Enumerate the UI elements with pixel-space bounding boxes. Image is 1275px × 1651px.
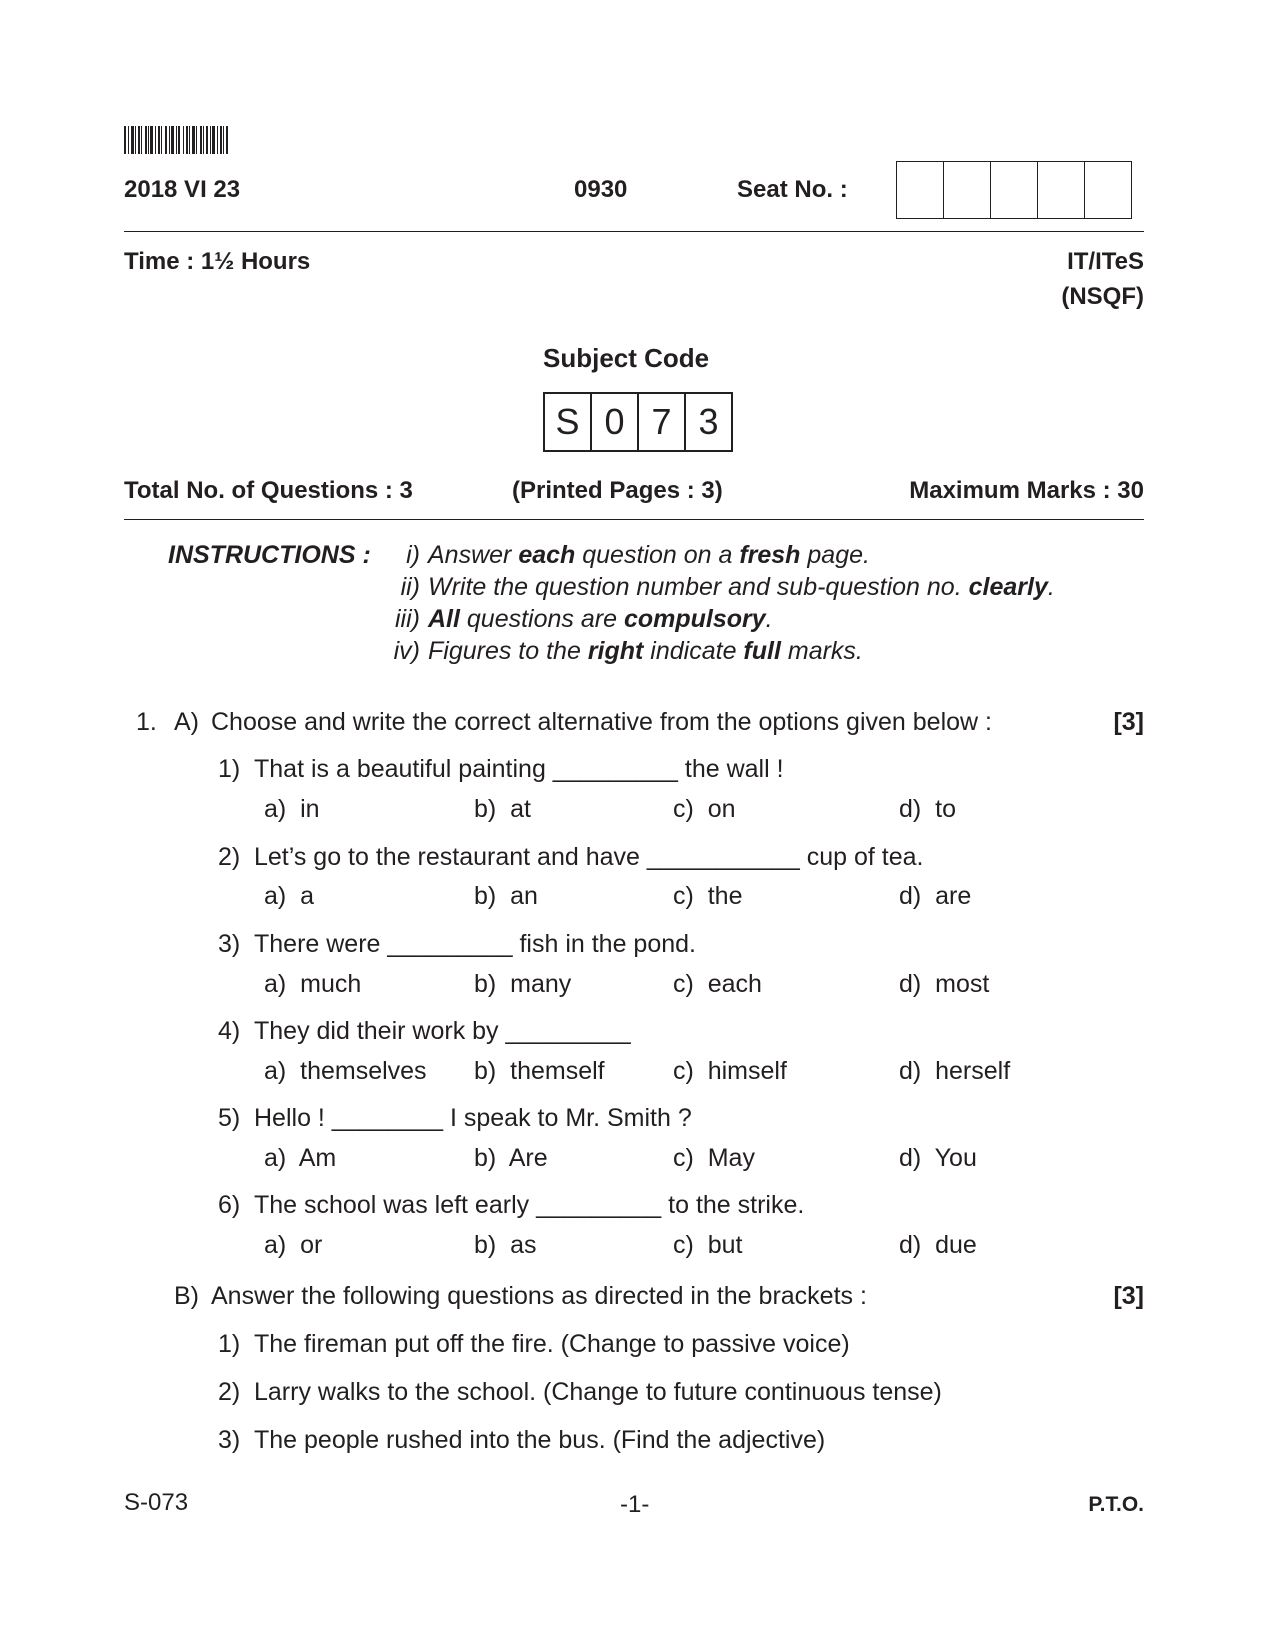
- max-marks: Maximum Marks : 30: [909, 477, 1144, 504]
- course-subtitle: (NSQF): [1061, 283, 1144, 310]
- option: c) each: [673, 970, 762, 998]
- item-text: The school was left early _________ to the strike.: [254, 1191, 805, 1219]
- option: b) an: [474, 882, 538, 910]
- option: c) May: [673, 1144, 755, 1172]
- subject-code-char: 3: [698, 401, 719, 442]
- item-text: Hello ! ________ I speak to Mr. Smith ?: [254, 1104, 692, 1132]
- instruction-item: Figures to the right indicate full marks.: [428, 637, 863, 665]
- divider: [124, 519, 1144, 520]
- item-number: 1): [218, 755, 241, 783]
- item-text: There were _________ fish in the pond.: [254, 930, 696, 958]
- option: d) herself: [899, 1057, 1011, 1085]
- seat-number-boxes[interactable]: [896, 161, 1132, 219]
- time-code: 0930: [574, 176, 628, 203]
- item-number: 6): [218, 1191, 241, 1219]
- item-number: 2): [218, 843, 241, 871]
- subject-code-char: 0: [592, 394, 639, 450]
- option: c) but: [673, 1231, 743, 1259]
- section-label: A): [174, 708, 199, 736]
- option: d) due: [899, 1231, 977, 1259]
- divider: [124, 231, 1144, 232]
- instructions-label: INSTRUCTIONS :: [168, 541, 371, 569]
- option: a) or: [264, 1231, 323, 1259]
- subject-code-char: 7: [639, 394, 686, 450]
- section-b-prompt: Answer the following questions as directed in the brackets :: [211, 1282, 867, 1310]
- item-number: 2): [218, 1378, 241, 1406]
- option: d) most: [899, 970, 990, 998]
- option: a) much: [264, 970, 362, 998]
- option: a) a: [264, 882, 315, 910]
- course-title: IT/ITeS: [1067, 248, 1144, 275]
- seat-box[interactable]: [944, 162, 991, 218]
- seat-box[interactable]: [991, 162, 1038, 218]
- option: b) many: [474, 970, 572, 998]
- item-text: Let’s go to the restaurant and have ___________ cup of tea.: [254, 843, 924, 871]
- option: d) are: [899, 882, 972, 910]
- option: b) themself: [474, 1057, 605, 1085]
- option: a) in: [264, 795, 320, 823]
- instruction-num: ii): [400, 573, 420, 601]
- barcode: [124, 126, 264, 154]
- item-number: 4): [218, 1017, 241, 1045]
- option: c) the: [673, 882, 743, 910]
- seat-box[interactable]: [897, 162, 944, 218]
- option: d) You: [899, 1144, 977, 1172]
- seat-box[interactable]: [1085, 162, 1131, 218]
- option: b) at: [474, 795, 531, 823]
- section-a-marks: [3]: [1113, 708, 1144, 736]
- item-number: 3): [218, 930, 241, 958]
- section-a-prompt: Choose and write the correct alternative from the options given below :: [211, 708, 992, 736]
- item-number: 3): [218, 1426, 241, 1454]
- instruction-num: i): [406, 541, 420, 569]
- item-text: The people rushed into the bus. (Find the adjective): [254, 1426, 826, 1454]
- option: b) Are: [474, 1144, 548, 1172]
- instruction-item: All questions are compulsory.: [428, 605, 773, 633]
- option: a) themselves: [264, 1057, 427, 1085]
- footer-code: S-073: [124, 1489, 189, 1516]
- instruction-num: iii): [395, 605, 420, 633]
- section-label: B): [174, 1282, 199, 1310]
- pto-label: P.T.O.: [1088, 1493, 1144, 1516]
- subject-code-label: Subject Code: [543, 343, 710, 373]
- item-text: Larry walks to the school. (Change to future continuous tense): [254, 1378, 942, 1406]
- option: d) to: [899, 795, 956, 823]
- time-label: Time : 1½ Hours: [124, 248, 311, 275]
- option: c) himself: [673, 1057, 787, 1085]
- subject-code-boxes: [543, 392, 733, 452]
- item-text: They did their work by _________: [254, 1017, 631, 1045]
- subject-code-char: S: [545, 394, 592, 450]
- option: c) on: [673, 795, 736, 823]
- option: a) Am: [264, 1144, 337, 1172]
- seat-label: Seat No. :: [737, 176, 848, 203]
- instruction-item: Answer each question on a fresh page.: [428, 541, 870, 569]
- option: b) as: [474, 1231, 537, 1259]
- instruction-item: Write the question number and sub-question no. clearly.: [428, 573, 1055, 601]
- item-number: 5): [218, 1104, 241, 1132]
- instruction-num: iv): [393, 637, 420, 665]
- seat-box[interactable]: [1038, 162, 1085, 218]
- page-number: -1-: [620, 1491, 650, 1518]
- printed-pages: (Printed Pages : 3): [512, 477, 723, 504]
- exam-code: 2018 VI 23: [124, 176, 241, 203]
- item-text: The fireman put off the fire. (Change to passive voice): [254, 1330, 850, 1358]
- total-questions: Total No. of Questions : 3: [124, 477, 413, 504]
- item-text: That is a beautiful painting _________ the wall !: [254, 755, 784, 783]
- item-number: 1): [218, 1330, 241, 1358]
- section-b-marks: [3]: [1113, 1282, 1144, 1310]
- question-number: 1.: [136, 708, 157, 736]
